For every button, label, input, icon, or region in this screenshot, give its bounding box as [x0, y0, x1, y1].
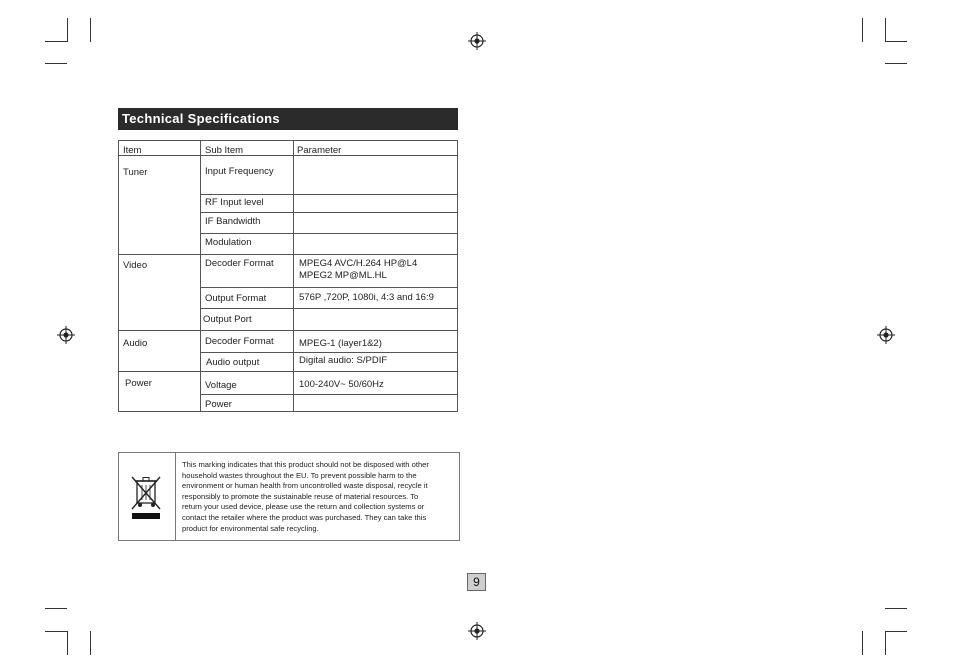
registration-mark-bottom-icon — [468, 622, 486, 640]
weee-line: return your used device, please use the return and collection systems or — [182, 502, 425, 512]
weee-notice — [118, 452, 460, 541]
sub-item: Modulation — [205, 237, 252, 248]
weee-line: product for environmental safe recycling. — [182, 523, 319, 533]
sub-item: Voltage — [205, 380, 237, 391]
item-tuner: Tuner — [123, 167, 148, 178]
crossed-out-wheelie-bin-icon — [129, 475, 163, 521]
sub-item: IF Bandwidth — [205, 216, 261, 227]
item-power: Power — [125, 378, 152, 389]
registration-mark-top-icon — [468, 32, 486, 50]
sub-item: RF Input level — [205, 197, 264, 208]
header-parameter: Parameter — [297, 145, 342, 156]
weee-notice-text — [182, 460, 458, 534]
sub-item: Power — [205, 399, 232, 410]
weee-line: contact the retailer where the product was purchased. They can take this — [182, 512, 427, 522]
weee-line: environment or human health from uncontrolled waste disposal, recycle it — [182, 481, 428, 491]
weee-line: responsibly to promote the sustainable reuse of material resources. To — [182, 491, 419, 501]
registration-mark-right-icon — [877, 326, 895, 344]
sub-item: Output Format — [205, 293, 267, 304]
registration-mark-left-icon — [57, 326, 75, 344]
sub-item: Decoder Format — [205, 258, 274, 269]
sub-item: Decoder Format — [205, 336, 274, 347]
page-number: 9 — [467, 573, 486, 591]
weee-line: This marking indicates that this product should not be disposed with other — [182, 460, 429, 469]
parameter-value: 100-240V~ 50/60Hz — [299, 379, 384, 390]
header-item: Item — [123, 145, 142, 156]
parameter-value: MPEG-1 (layer1&2) — [299, 338, 382, 349]
parameter-value: MPEG4 AVC/H.264 HP@L4 — [299, 258, 418, 269]
parameter-value: Digital audio: S/PDIF — [299, 355, 388, 366]
item-audio: Audio — [123, 338, 148, 349]
weee-line: household wastes throughout the EU. To prevent possible harm to the — [182, 470, 417, 480]
spec-table — [118, 140, 458, 412]
parameter-value: MPEG2 MP@ML.HL — [299, 270, 387, 281]
sub-item: Output Port — [203, 314, 252, 325]
sub-item: Audio output — [206, 357, 260, 368]
header-sub-item: Sub Item — [205, 145, 244, 156]
parameter-value: 576P ,720P, 1080i, 4:3 and 16:9 — [299, 292, 434, 303]
section-title: Technical Specifications — [118, 108, 458, 130]
sub-item: Input Frequency — [205, 166, 274, 177]
item-video: Video — [123, 260, 148, 271]
